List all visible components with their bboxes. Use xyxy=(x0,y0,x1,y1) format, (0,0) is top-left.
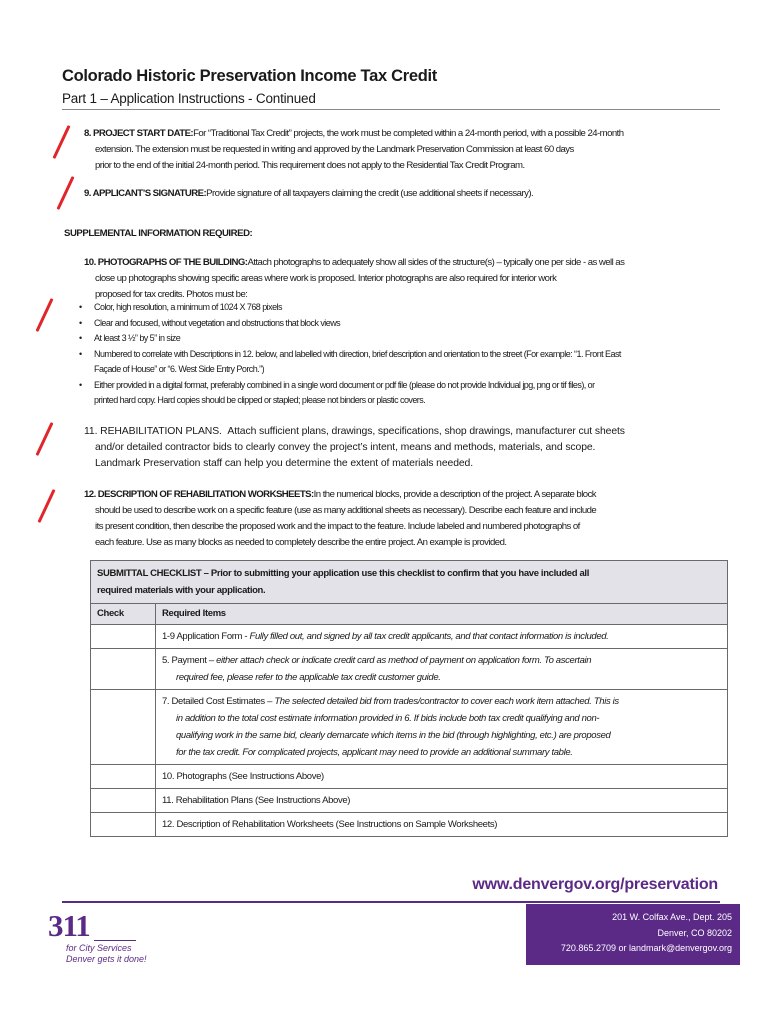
table-row: 12. Description of Rehabilitation Worksheets (See Instructions on Sample Worksheets) xyxy=(91,813,727,836)
item-11-lead: 11. REHABILITATION PLANS. xyxy=(84,426,222,437)
logo-rule xyxy=(94,940,136,941)
check-cell[interactable] xyxy=(91,813,156,836)
bullet-item-continuation: printed hard copy. Hard copies should be clipped or stapled; please not binders or plastic covers. xyxy=(94,395,426,405)
item-12-line-1: In the numerical blocks, provide a description of the project. A separate block xyxy=(313,489,597,500)
item-10-lead: 10. PHOTOGRAPHS OF THE BUILDING: xyxy=(84,257,248,268)
photo-requirements-list xyxy=(78,300,728,409)
item-11-line-3: Landmark Preservation staff can help you determine the extent of materials needed. xyxy=(95,458,474,469)
item-9-applicant-signature xyxy=(84,186,734,202)
bullet-item: • At least 3 ½” by 5” in size xyxy=(79,333,181,343)
item-8-line-2: extension. The extension must be requested in writing and approved by the Landmark Preservation Commission at least 60 days xyxy=(95,144,574,155)
submittal-checklist-table xyxy=(90,560,728,837)
item-10-photographs xyxy=(84,255,734,303)
item-10-line-2: close up photographs showing specific areas where work is proposed. Interior photographs are also required for interior work xyxy=(95,273,557,284)
item-8-line-1: For “Traditional Tax Credit” projects, the work must be completed within a 24-month period, with a possible 24-month xyxy=(193,128,624,139)
column-header-required-items: Required Items xyxy=(162,608,226,619)
check-cell[interactable] xyxy=(91,690,156,764)
item-11-rehabilitation-plans xyxy=(84,424,734,472)
bullet-item: • Clear and focused, without vegetation and obstructions that block views xyxy=(79,317,341,328)
table-row: 10. Photographs (See Instructions Above) xyxy=(91,765,727,789)
red-check-mark-11 xyxy=(36,422,54,456)
contact-address-box xyxy=(526,904,740,965)
bullet-item: • Numbered to correlate with Descriptions in 12. below, and labelled with direction, brief description and orientation to the street (For example: “1. Front East xyxy=(79,348,621,359)
item-10-line-3: proposed for tax credits. Photos must be: xyxy=(95,289,248,300)
check-cell[interactable] xyxy=(91,649,156,689)
bullet-item-continuation: Façade of House” or “6. West Side Entry Porch.”) xyxy=(94,364,265,374)
checklist-column-headers xyxy=(91,604,727,625)
item-8-lead: 8. PROJECT START DATE: xyxy=(84,128,194,139)
red-check-mark-10 xyxy=(36,298,54,332)
table-row: 5. Payment – either attach check or indicate credit card as method of payment on application form. To ascertain required fee, please refer to the applicable tax credit customer guide. xyxy=(91,649,727,690)
item-8-line-3: prior to the end of the initial 24-month period. This requirement does not apply to the Residential Tax Credit Program. xyxy=(95,160,525,171)
item-12-lead: 12. DESCRIPTION OF REHABILITATION WORKSHEETS: xyxy=(84,489,314,500)
item-9-text: Provide signature of all taxpayers claiming the credit (use additional sheets if necessary). xyxy=(206,188,534,199)
denver-311-logo xyxy=(48,908,158,972)
item-11-line-2: and/or detailed contractor bids to clearly convey the project’s intent, means and methods, materials, and scope. xyxy=(95,442,596,453)
footer-divider xyxy=(62,901,720,903)
item-12-line-3: its present condition, then describe the proposed work and the impact to the feature. Include labeled and numbered photographs of xyxy=(95,521,580,532)
address-line-2: Denver, CO 80202 xyxy=(657,927,732,938)
table-row: 1-9 Application Form - Fully filled out, and signed by all tax credit applicants, and that contact information is included. xyxy=(91,625,727,649)
check-cell[interactable] xyxy=(91,625,156,648)
logo-tagline-1: for City Services xyxy=(66,943,132,953)
item-8-project-start-date xyxy=(84,126,734,174)
table-row: 7. Detailed Cost Estimates – The selected detailed bid from trades/contractor to cover each work item attached. This is in addition to the total cost estimate information provided in 6. If bids include both tax credit qualifying and non- qualifying work in the same bid, clearly demarcate which items in the bid (through highlighting, etc.) are proposed for the tax credit. For complicated projects, applicant may need to provide an additional summary table. xyxy=(91,690,727,765)
red-check-mark-9 xyxy=(57,176,75,210)
item-12-line-2: should be used to describe work on a specific feature (use as many additional sheets as necessary). Describe each feature and include xyxy=(95,505,597,516)
check-cell[interactable] xyxy=(91,765,156,788)
logo-tagline-2: Denver gets it done! xyxy=(66,954,147,964)
red-check-mark-8 xyxy=(53,125,71,159)
item-9-lead: 9. APPLICANT’S SIGNATURE: xyxy=(84,188,207,199)
column-header-check: Check xyxy=(91,604,156,624)
red-check-mark-12 xyxy=(38,489,56,523)
logo-311-number: 311 xyxy=(48,908,90,943)
page-subtitle: Part 1 – Application Instructions - Continued xyxy=(62,91,316,106)
website-link[interactable]: www.denvergov.org/preservation xyxy=(472,876,718,893)
bullet-item: • Color, high resolution, a minimum of 1024 X 768 pixels xyxy=(79,302,282,312)
bullet-item: • Either provided in a digital format, preferably combined in a single word document or pdf file (please do not provide Individual jpg, png or tif files), or xyxy=(79,379,595,390)
item-10-line-1: Attach photographs to adequately show all sides of the structure(s) – typically one per side - as well as xyxy=(247,257,625,268)
check-cell[interactable] xyxy=(91,789,156,812)
item-11-line-1: Attach sufficient plans, drawings, specifications, shop drawings, manufacturer cut sheets xyxy=(227,426,625,437)
supplemental-heading: SUPPLEMENTAL INFORMATION REQUIRED: xyxy=(64,228,253,239)
table-row: 11. Rehabilitation Plans (See Instructions Above) xyxy=(91,789,727,813)
item-12-line-4: each feature. Use as many blocks as needed to completely describe the entire project. An example is provided. xyxy=(95,537,507,548)
header-divider xyxy=(62,109,720,110)
contact-line: 720.865.2709 or landmark@denvergov.org xyxy=(560,943,732,953)
checklist-header: SUBMITTAL CHECKLIST – Prior to submitting your application use this checklist to confirm that you have included all required materials with your application. xyxy=(91,561,727,604)
page-title: Colorado Historic Preservation Income Tax Credit xyxy=(62,67,437,85)
address-line-1: 201 W. Colfax Ave., Dept. 205 xyxy=(612,912,732,922)
item-12-description-worksheets xyxy=(84,487,734,551)
